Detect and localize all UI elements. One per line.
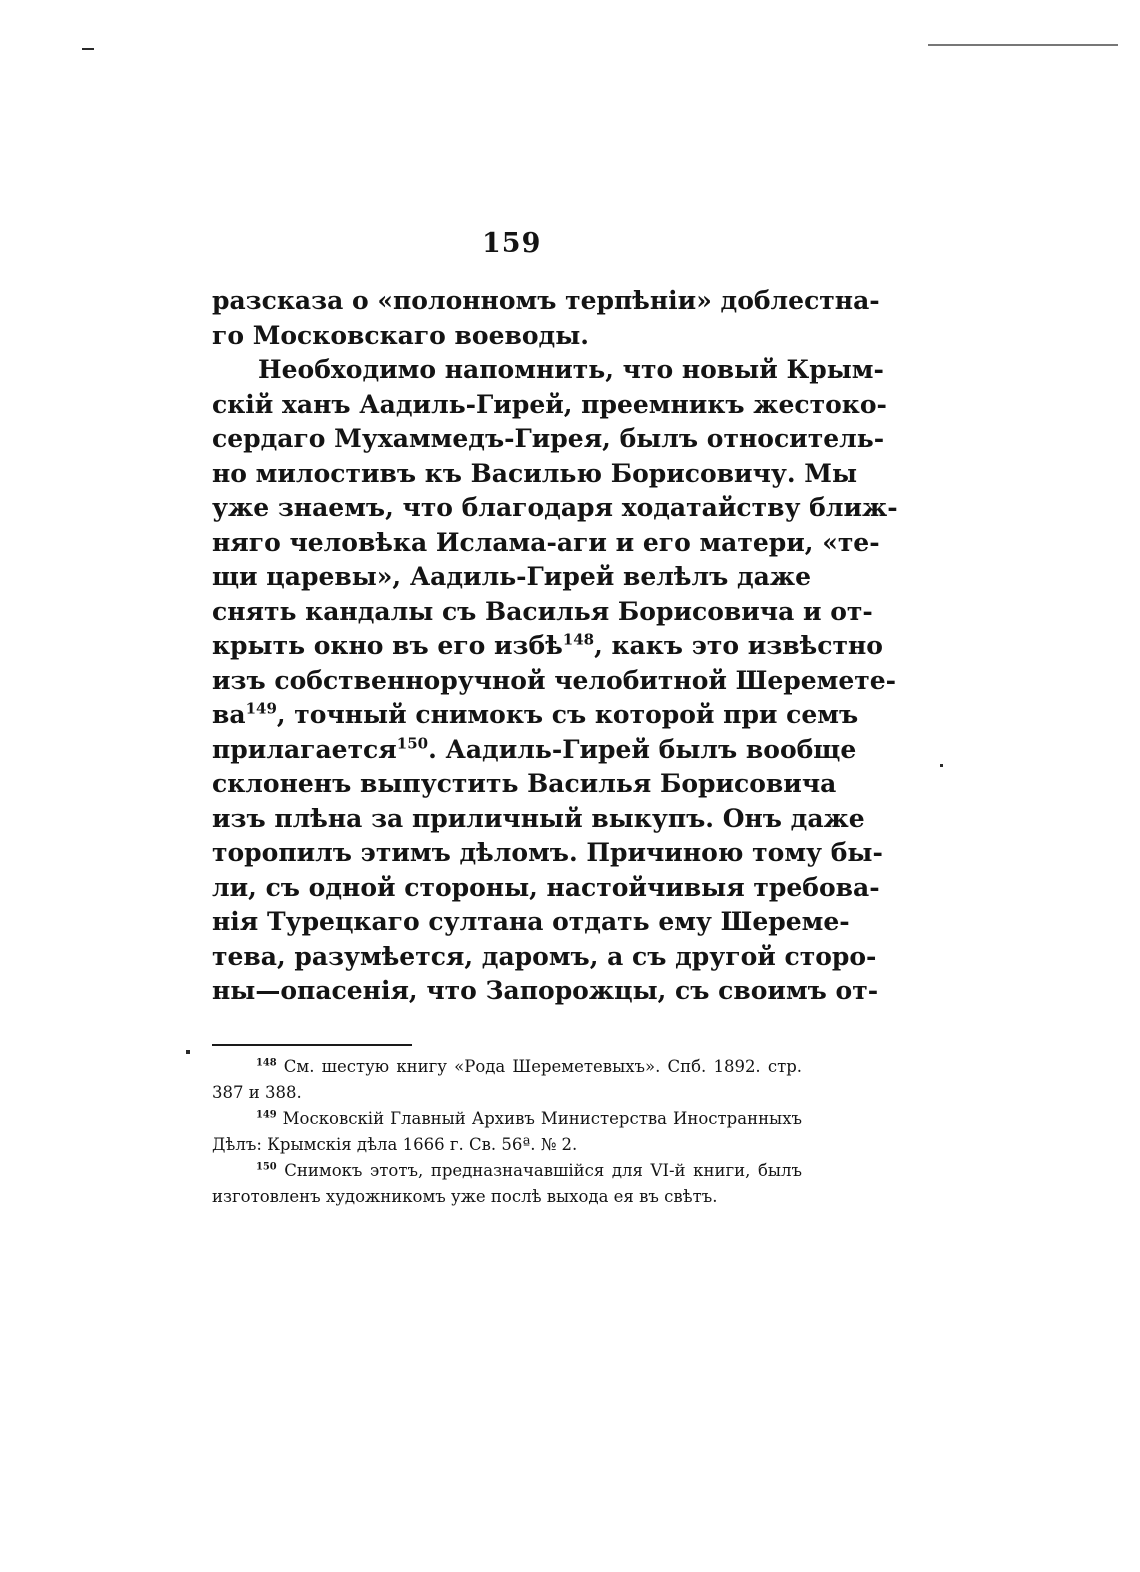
footnote-149	[212, 1106, 802, 1132]
footnote-divider	[212, 1044, 412, 1046]
footnote-number: 150	[256, 1161, 277, 1173]
footnote-ref-148: 148	[562, 630, 595, 649]
text-line: разсказа о «полонномъ терпѣніи» доблестна-	[212, 286, 880, 315]
text-segment: ва	[212, 700, 246, 729]
footnotes	[212, 1054, 802, 1210]
text-line: снять кандалы съ Василья Борисовича и от-	[212, 596, 873, 626]
footnote-text: См. шестую книгу «Рода Шереметевыхъ». Спб. 1892. стр.	[283, 1057, 802, 1076]
text-line: Необходимо напомнить, что новый Крым-	[258, 355, 884, 384]
footnote-text: Московскій Главный Архивъ Министерства Иностранныхъ	[282, 1109, 802, 1128]
text-line	[212, 629, 883, 664]
scan-dash-top-left	[82, 48, 94, 50]
text-line: уже знаемъ, что благодаря ходатайству ближ-	[212, 493, 898, 522]
page-number: 159	[482, 228, 542, 259]
footnote-number: 149	[256, 1109, 277, 1121]
text-line: ли, съ одной стороны, настойчивыя требова-	[212, 872, 880, 902]
text-segment: . Аадиль-Гирей былъ вообще	[428, 734, 857, 764]
footnote-ref-150: 150	[396, 734, 429, 753]
scan-dot-right	[940, 764, 943, 767]
footnote-148	[212, 1054, 802, 1080]
text-line: изъ плѣна за приличный выкупъ. Онъ даже	[212, 803, 865, 833]
scan-line-top-right	[928, 44, 1118, 46]
text-segment: , точный снимокъ съ которой при семъ	[276, 700, 859, 729]
text-line: нія Турецкаго султана отдать ему Шереме-	[212, 907, 850, 936]
footnote-number: 148	[256, 1057, 277, 1069]
text-line	[212, 733, 857, 768]
text-segment: прилагается	[212, 734, 397, 764]
text-line: но милостивъ къ Василью Борисовичу. Мы	[212, 458, 858, 488]
footnote-148-cont: 387 и 388.	[212, 1083, 302, 1102]
body-text	[212, 284, 898, 1009]
text-line: тева, разумѣется, даромъ, а съ другой сторо-	[212, 941, 877, 971]
footnote-ref-149: 149	[245, 699, 277, 718]
text-line: ны—опасенія, что Запорожцы, съ своимъ от-	[212, 976, 879, 1005]
text-line	[212, 698, 859, 733]
text-segment: крыть окно въ его избѣ	[212, 631, 563, 660]
text-line: скій ханъ Аадиль-Гирей, преемникъ жестоко-	[212, 389, 887, 419]
footnote-text: Снимокъ этотъ, предназначавшійся для VI-й книги, былъ	[284, 1161, 802, 1180]
text-line: склоненъ выпустить Василья Борисовича	[212, 769, 837, 798]
text-segment: , какъ это извѣстно	[594, 631, 883, 660]
text-line: го Московскаго воеводы.	[212, 320, 589, 350]
text-line: сердаго Мухаммедъ-Гирея, былъ относитель-	[212, 424, 885, 453]
footnote-150-cont: изготовленъ художникомъ уже послѣ выхода ея въ свѣтъ.	[212, 1187, 718, 1206]
text-line: торопилъ этимъ дѣломъ. Причиною тому бы-	[212, 838, 883, 867]
footnote-150	[212, 1158, 802, 1184]
footnote-149-cont: Дѣлъ: Крымскія дѣла 1666 г. Св. 56ª. № 2.	[212, 1135, 578, 1154]
text-line: няго человѣка Ислама-аги и его матери, «те-	[212, 527, 880, 557]
scan-dot-left	[186, 1050, 190, 1054]
text-line: изъ собственноручной челобитной Шереметe-	[212, 665, 897, 695]
text-line: щи царевы», Аадиль-Гирей велѣлъ даже	[212, 562, 811, 591]
